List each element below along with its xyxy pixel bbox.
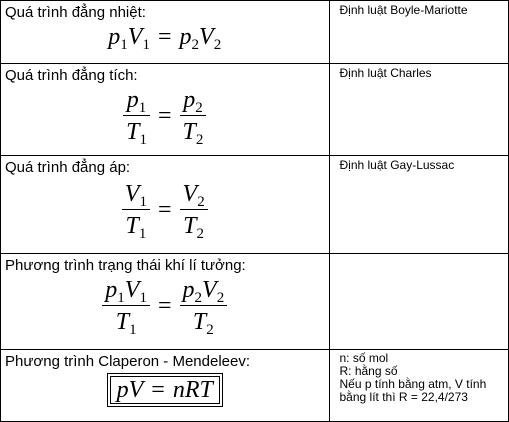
law-name — [330, 254, 509, 256]
fraction: $\frac{p_1V_1}{T_1}$ — [102, 276, 150, 336]
formula-gay-lussac: $\frac{V_1}{T_1}$ = $\frac{V_2}{T_2}$ — [1, 180, 329, 240]
table-row-clapeyron — [1, 349, 508, 421]
fraction: $\frac{p_1}{T_1}$ — [123, 86, 150, 146]
note-line: R: hằng số — [339, 363, 398, 378]
process-title: Phương trình Claperon - Mendeleev: — [5, 352, 251, 370]
process-cell — [1, 349, 329, 421]
process-cell — [1, 1, 329, 63]
process-cell — [1, 155, 329, 253]
process-title: Quá trình đẳng nhiệt: — [5, 4, 146, 21]
law-cell — [329, 1, 508, 63]
law-cell — [329, 155, 508, 253]
law-name: Định luật Gay-Lussac — [339, 157, 455, 172]
gas-laws-table — [1, 1, 508, 422]
fraction: $\frac{V_2}{T_2}$ — [180, 180, 208, 240]
boxed-formula: pV = nRT — [110, 376, 220, 404]
table-row-isochoric — [1, 63, 508, 155]
notes — [330, 350, 509, 404]
process-title: Quá trình đẳng áp: — [5, 158, 131, 176]
fraction: $\frac{p_2V_2}{T_2}$ — [180, 276, 228, 336]
process-title: Quá trình đẳng tích: — [5, 66, 138, 84]
process-cell — [1, 63, 329, 155]
formula-boyle-mariotte: $p_1V_1 = p_2V_2$ — [108, 24, 222, 53]
law-cell — [329, 253, 508, 349]
law-cell — [329, 63, 508, 155]
process-title: Phương trình trạng thái khí lí tưởng: — [5, 256, 246, 274]
table-row-ideal-gas — [1, 253, 508, 349]
formula-ideal-gas-state: $\frac{p_1V_1}{T_1}$ = $\frac{p_2V_2}{T_2}$ — [1, 276, 329, 336]
formula-charles: $\frac{p_1}{T_1}$ = $\frac{p_2}{T_2}$ — [1, 86, 329, 146]
table-row-isobaric — [1, 155, 508, 253]
notes-cell — [329, 349, 508, 421]
process-cell — [1, 253, 329, 349]
table-row-isothermal — [1, 1, 508, 63]
note-line: Nếu p tính bằng atm, V tính — [339, 376, 487, 391]
law-name: Định luật Boyle-Mariotte — [339, 3, 468, 17]
note-line: bằng lít thì R = 22,4/273 — [339, 389, 468, 404]
formula-clapeyron-mendeleev — [1, 376, 329, 404]
note-line: n: số mol — [339, 350, 389, 365]
fraction: $\frac{V_1}{T_1}$ — [122, 180, 150, 240]
law-name: Định luật Charles — [339, 65, 432, 80]
fraction: $\frac{p_2}{T_2}$ — [180, 86, 207, 146]
